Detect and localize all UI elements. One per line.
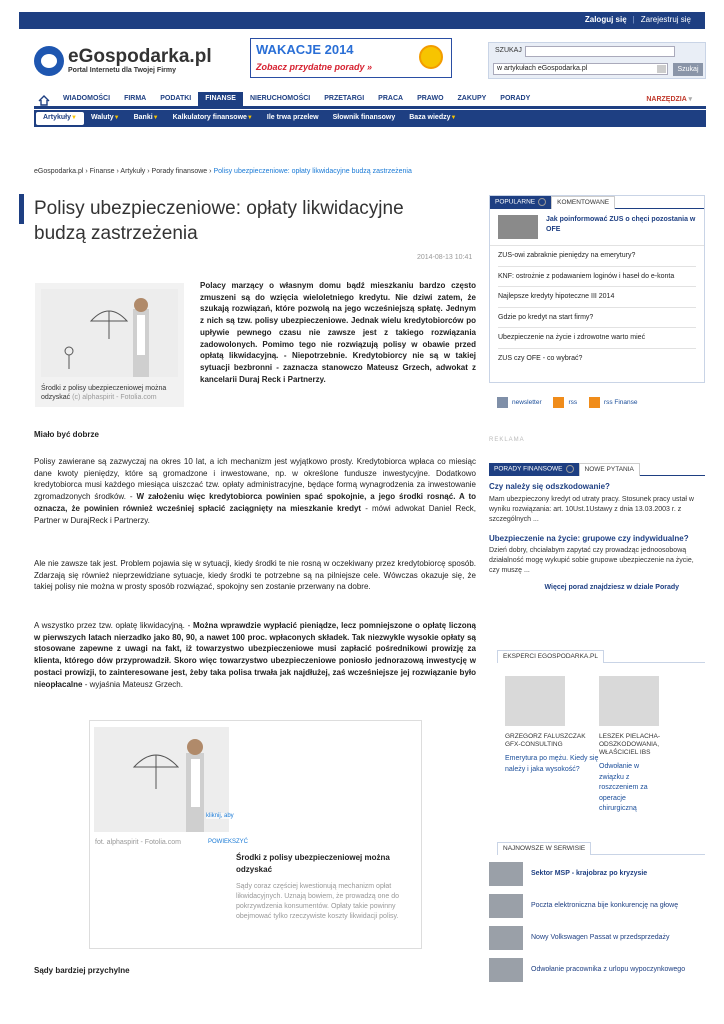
site-logo[interactable]: eGospodarka.pl <box>68 46 212 67</box>
umbrella-illustration-image[interactable] <box>41 289 178 377</box>
news-thumbnail[interactable] <box>489 894 523 918</box>
list-item[interactable] <box>489 894 701 918</box>
nav-item-prawo[interactable]: PRAWO <box>417 95 444 102</box>
newsletter-icon[interactable] <box>497 397 508 408</box>
news-title[interactable]: Poczta elektroniczna bije konkurencję na głowę <box>531 902 679 909</box>
info-icon <box>538 198 546 206</box>
expert-article-link[interactable]: Odwołanie w związku z roszczeniem za operacje chirurgiczną <box>599 763 648 812</box>
home-icon[interactable] <box>38 95 50 106</box>
newsletter-link[interactable]: newsletter <box>512 399 542 407</box>
nav-item-wiadomosci[interactable]: WIADOMOŚCI <box>63 95 111 102</box>
search-input[interactable] <box>525 46 675 57</box>
breadcrumb-link[interactable]: Finanse <box>89 168 115 175</box>
expert-name: GRZEGORZ FALUSZCZAK GFX-CONSULTING <box>505 733 586 748</box>
latest-news-box <box>497 842 705 973</box>
subnav-label: Baza wiedzy <box>409 114 451 121</box>
tab-popular[interactable] <box>490 196 551 209</box>
feed-links <box>497 397 697 408</box>
popular-tabs <box>490 196 704 209</box>
featured-title[interactable]: Jak poinformować ZUS o chęci pozostania w OFE <box>546 216 696 233</box>
list-item[interactable]: Gdzie po kredyt na start firmy? <box>498 308 696 329</box>
article-date: 2014-08-13 10:41 <box>417 254 473 261</box>
figure-credit: fot. alphaspirit - Fotolia.com <box>95 839 181 846</box>
chevron-down-icon[interactable] <box>657 65 666 73</box>
advice-question-title[interactable]: Ubezpieczenie na życie: grupowe czy indywidualne? <box>489 533 689 543</box>
subnav-item-artykuly[interactable] <box>36 112 84 125</box>
list-item[interactable]: KNF: ostrożnie z podawaniem loginów i haseł do e-konta <box>498 267 696 288</box>
paragraph-quote: W założeniu więc kredytobiorca powinien spać spokojnie, a jego środki rosnąć. A to oznacza, że powinien również wcześniej spłacić zaciągnięty na mieszkanie kredyt <box>34 492 477 513</box>
article-title: Polisy ubezpieczeniowe: opłaty likwidacyjne budzą zastrzeżenia <box>34 198 404 244</box>
advice-question-title[interactable]: Czy należy się odszkodowanie? <box>489 482 610 491</box>
info-icon <box>566 465 574 473</box>
subnav-item-banki[interactable] <box>127 112 166 125</box>
paragraph-text: Polisy zawierane są zazwyczaj na okres 10 lat, a ich mechanizm jest wyjątkowo prosty. Kredytobiorca wpłaca co miesiąc dane kwoty pieniędzy, które są gromadzone i inwestowane, np. w określone fundusze inwestycyjne. Dodatkowo kredytobiorca musi każdego miesiąca uiszczać tzw. opłaty administracyjne, będące formą wynagrodzenia za inwestowanie zgromadzonych środków. - <box>34 457 476 502</box>
paragraph-text: - mówi adwokat Daniel Reck, Partner w DurajReck i Partnerzy. <box>34 503 476 525</box>
search-scope-value: w artykułach eGospodarka.pl <box>497 65 588 72</box>
nav-item-finanse[interactable]: FINANSE <box>198 92 243 109</box>
list-item[interactable]: Ubezpieczenie na życie i zdrowotne warto mieć <box>498 328 696 349</box>
site-tagline: Portal Internetu dla Twojej Firmy <box>68 67 176 74</box>
search-scope-select[interactable] <box>493 63 668 75</box>
breadcrumb-current: Polisy ubezpieczeniowe: opłaty likwidacyjne budzą zastrzeżenia <box>213 168 412 175</box>
list-item[interactable]: Najlepsze kredyty hipoteczne III 2014 <box>498 287 696 308</box>
nav-item-porady[interactable]: PORADY <box>500 95 531 102</box>
register-link[interactable]: Zarejestruj się <box>640 15 691 24</box>
expert-card[interactable] <box>505 676 600 775</box>
featured-thumbnail[interactable] <box>498 215 538 239</box>
article-paragraph <box>34 456 476 526</box>
section-heading: Miało być dobrze <box>34 430 99 439</box>
page-edge-marker <box>19 194 24 224</box>
expert-card[interactable] <box>599 676 694 815</box>
caption-text: Środki z polisy ubezpieczeniowej można odzyskać <box>41 385 167 401</box>
article-paragraph: Ale nie zawsze tak jest. Problem pojawia się w sytuacji, kiedy środki te nie rosną w oczekiwany przez kredytobiorcę sposób. Zdarzają się również nieprzewidziane sytuacje, kiedy środki te potrzebne są na pilniejsze cele. Wówczas okazuje się, że takiej polisy nie można w prosty sposób rozwiązać, spokojny sen zostanie przerwany na dobre. <box>34 559 476 592</box>
more-advice-link[interactable]: Więcej porad znajdziesz w dziale Porady <box>544 584 679 591</box>
sun-icon <box>419 45 443 69</box>
caption-credit: (c) alphaspirit - Fotolia.com <box>72 394 157 401</box>
tab-experts[interactable]: EKSPERCI EGOSPODARKA.PL <box>497 650 604 663</box>
chevron-down-icon: ▼ <box>152 115 159 121</box>
subnav-item-kalkulatory[interactable] <box>166 112 260 125</box>
nav-item-praca[interactable]: PRACA <box>378 95 404 102</box>
news-tabs <box>497 842 705 855</box>
chevron-down-icon: ▼ <box>246 115 253 121</box>
subnav-item-slownik[interactable]: Słownik finansowy <box>332 114 396 121</box>
tools-label: NARZĘDZIA <box>646 96 687 103</box>
tab-label: PORADY FINANSOWE <box>494 465 563 473</box>
subnav-label: Waluty <box>90 114 114 121</box>
avatar[interactable] <box>505 676 565 726</box>
tools-menu[interactable] <box>646 95 692 103</box>
enlarge-link[interactable]: POWIEKSZYĆ <box>208 839 249 845</box>
account-links: Zaloguj się | Zarejestruj się <box>584 15 691 24</box>
advice-tabs <box>489 463 705 476</box>
chevron-down-icon: ▾ <box>688 96 692 103</box>
list-item[interactable]: ZUS czy OFE - co wybrać? <box>498 354 583 362</box>
paragraph-text: A wszystko przez tzw. opłatę likwidacyjną. - <box>34 621 193 630</box>
rss-icon[interactable] <box>589 397 600 408</box>
news-title[interactable]: Nowy Volkswagen Passat w przedsprzedaży <box>531 934 670 941</box>
paragraph-quote: Można wprawdzie wypłacić pieniądze, lecz pomniejszone o opłatę liczoną w pierwszych latach nierzadko jako 80, 90, a nawet 100 proc. wpłaconych składek. Tak niezwykle wysokie opłaty są stosowane zapewne z uwagi na fakt, iż towarzystwo ubezpieczeniowe musi zapłacić pośrednikowi prowizję za klienta, którego dów przyprowadził. Skoro więc towarzystwo ubezpieczeniowe poniosło jednorazową inwestycję w postaci prowizji, to zainteresowane jest, żeby taka polisa trwała jak najdłużej, zaś wcześniejsze jej rozwiązanie było nieopłacalne <box>34 621 476 689</box>
search-box <box>488 42 706 79</box>
login-link[interactable]: Zaloguj się <box>584 15 627 24</box>
section-heading: Sądy bardziej przychylne <box>34 966 130 975</box>
rss-finanse-link[interactable]: rss Finanse <box>603 399 638 407</box>
nav-item-nieruchomosci[interactable]: NIERUCHOMOŚCI <box>249 95 311 102</box>
tab-label: POPULARNE <box>495 198 536 206</box>
figure-caption <box>41 384 179 402</box>
news-thumbnail[interactable] <box>489 926 523 950</box>
sub-nav <box>34 110 706 127</box>
article-figure[interactable] <box>35 283 184 407</box>
breadcrumb-link[interactable]: Porady finansowe <box>151 168 208 175</box>
subnav-item-waluty[interactable] <box>84 112 127 125</box>
breadcrumb-link[interactable]: Artykuły <box>120 168 146 175</box>
banner-subtitle: Zobacz przydatne porady » <box>256 62 373 72</box>
promo-banner[interactable] <box>250 38 452 78</box>
nav-item-przetargi[interactable]: PRZETARGI <box>324 95 365 102</box>
article-paragraph <box>34 620 476 690</box>
tab-advice[interactable] <box>489 463 579 476</box>
list-item[interactable]: ZUS-owi zabraknie pieniędzy na emerytury? <box>498 246 696 267</box>
banner-title: WAKACJE 2014 <box>256 42 354 57</box>
rss-icon[interactable] <box>553 397 564 408</box>
tab-latest[interactable]: NAJNOWSZE W SERWISIE <box>497 842 591 855</box>
breadcrumb: eGospodarka.pl › Finanse › Artykuły › Porady finansowe › Polisy ubezpieczeniowe: opłaty likwidacyjne budzą zastrzeżenia <box>34 168 412 175</box>
popular-box <box>489 195 705 383</box>
nav-item-firma[interactable]: FIRMA <box>124 95 147 102</box>
tab-new-questions[interactable]: NOWE PYTANIA <box>579 463 640 476</box>
news-title[interactable]: Odwołanie pracownika z urlopu wypoczynkowego <box>531 966 686 973</box>
figure-description: Sądy coraz częściej kwestionują mechanizm opłat likwidacyjnych. Uznają bowiem, że prowadzą one do pokrzywdzenia konsumentów. Opłaty takie powinny obejmować tylko rzeczywiste koszty likwidacji polisy. <box>236 883 400 920</box>
chevron-down-icon: ▼ <box>113 115 120 121</box>
subnav-item-przelew[interactable]: Ile trwa przelew <box>266 114 319 121</box>
experts-tabs <box>497 650 705 663</box>
popular-featured[interactable] <box>490 209 704 246</box>
chevron-down-icon: ▼ <box>71 115 77 121</box>
zoom-hint[interactable]: kliknij, aby <box>206 813 234 819</box>
subnav-label: Banki <box>133 114 153 121</box>
paragraph-text: - wyjaśnia Mateusz Grzech. <box>82 679 183 689</box>
popular-list <box>490 246 704 368</box>
nav-item-zakupy[interactable]: ZAKUPY <box>457 95 487 102</box>
logo-mark-icon[interactable] <box>34 46 64 76</box>
experts-box <box>497 650 705 812</box>
tab-commented[interactable]: KOMENTOWANE <box>551 196 615 209</box>
rss-link[interactable]: rss <box>568 399 578 407</box>
expert-name: LESZEK PIELACHA-ODSZKODOWANIA, WŁAŚCICIEL IBS <box>599 733 661 756</box>
advice-question-desc: Mam ubezpieczony kredyt od utraty pracy. Stosunek pracy ustał w wyniku rozwiązania: art. 10Ust.1Ustawy z dnia 13.03.2003 r. z szczególnych ... <box>489 495 694 523</box>
expert-article-link[interactable]: Emerytura po mężu. Kiedy się należy i jaka wysokość? <box>505 755 599 773</box>
list-item[interactable] <box>489 958 701 982</box>
breadcrumb-link[interactable]: eGospodarka.pl <box>34 168 84 175</box>
list-item[interactable] <box>489 926 701 950</box>
search-label: SZUKAJ <box>495 47 522 54</box>
news-thumbnail[interactable] <box>489 862 523 886</box>
avatar[interactable] <box>599 676 659 726</box>
subnav-label: Artykuły <box>43 114 72 121</box>
figure-title: Środki z polisy ubezpieczeniowej można odzyskać <box>236 853 390 874</box>
ad-label: REKLAMA <box>489 437 525 443</box>
subnav-label: Kalkulatory finansowe <box>172 114 247 121</box>
top-bar <box>19 12 705 29</box>
news-title[interactable]: Sektor MSP - krajobraz po kryzysie <box>531 870 648 877</box>
article-lead: Polacy marzący o własnym domu bądź mieszkaniu bardzo często zmuszeni są do wzięcia wieloletniego kredytu. Nie dziwi zatem, że szukają rozwiązań, które pozwolą na jego wcześniejszą spłatę. Jednym z nich są tzw. polisy ubezpieczeniowe. Jednak wielu kredytobiorców po upływie pewnego czasu nie zawsze jest z takiego rozwiązania zadowolonych. Pomimo tego nie rozwiązują polisy w obawie przed opłatą likwidacyjną. - Niepotrzebnie. Kredytobiorcy nie są w takiej sytuacji bezbronni - zaznacza stanowczo Mateusz Grzech, adwokat z kancelarii Duraj Reck i Partnerzy. <box>200 281 476 384</box>
advice-box <box>489 463 705 591</box>
main-nav <box>34 92 706 109</box>
advice-question-desc: Dzień dobry, chciałabym zapytać czy prowadząc jednoosobową działalność mogę wykupić sobie grupowe ubezpieczenie na życie, czy muszę ... <box>489 547 694 574</box>
search-button[interactable]: Szukaj <box>673 63 703 76</box>
list-item[interactable] <box>489 862 701 886</box>
article-figure-large[interactable] <box>89 720 422 949</box>
chevron-down-icon: ▼ <box>450 115 457 121</box>
news-thumbnail[interactable] <box>489 958 523 982</box>
nav-item-podatki[interactable]: PODATKI <box>160 95 192 102</box>
subnav-item-baza-wiedzy[interactable] <box>402 112 463 125</box>
